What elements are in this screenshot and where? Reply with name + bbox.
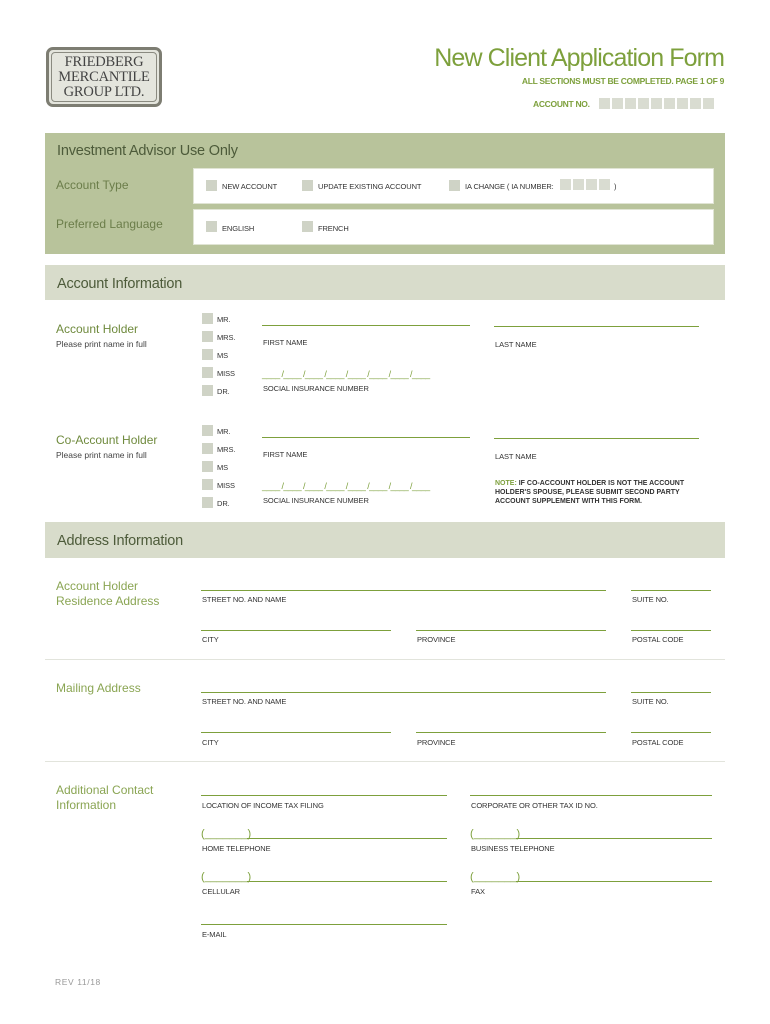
co-first-name-label: FIRST NAME [263, 450, 308, 459]
business-tel-label: BUSINESS TELEPHONE [471, 844, 555, 853]
contact-label-2: Information [56, 798, 117, 812]
dr-checkbox[interactable] [202, 385, 213, 396]
account-type-label: Account Type [56, 178, 129, 192]
home-area-code[interactable]: (_______) [201, 828, 252, 840]
english-checkbox[interactable] [206, 221, 217, 232]
co-first-name-input[interactable] [262, 437, 470, 438]
ia-change-label: IA CHANGE ( IA NUMBER: [465, 182, 554, 191]
email-input[interactable] [201, 924, 447, 925]
co-sin-label: SOCIAL INSURANCE NUMBER [263, 496, 369, 505]
note-prefix: NOTE: [495, 480, 517, 487]
ia-number-close: ) [614, 182, 617, 191]
co-salutation-mrs: MRS. [217, 445, 236, 454]
divider [45, 659, 725, 660]
cellular-label: CELLULAR [202, 887, 240, 896]
account-holder-hint: Please print name in full [56, 339, 147, 349]
co-miss-checkbox[interactable] [202, 479, 213, 490]
mailing-suite-input[interactable] [631, 692, 711, 693]
first-name-label: FIRST NAME [263, 338, 308, 347]
residence-province-label: PROVINCE [417, 635, 456, 644]
salutation-mr: MR. [217, 315, 231, 324]
co-mrs-checkbox[interactable] [202, 443, 213, 454]
residence-city-input[interactable] [201, 630, 391, 631]
account-no-boxes[interactable] [599, 98, 714, 109]
mailing-postal-input[interactable] [631, 732, 711, 733]
french-label: FRENCH [318, 224, 349, 233]
co-ms-checkbox[interactable] [202, 461, 213, 472]
fax-input[interactable] [516, 881, 712, 882]
mailing-postal-label: POSTAL CODE [632, 738, 684, 747]
language-box [193, 209, 714, 245]
co-last-name-label: LAST NAME [495, 452, 537, 461]
fax-area-code[interactable]: (_______) [470, 871, 521, 883]
last-name-input[interactable] [494, 326, 699, 327]
corp-tax-label: CORPORATE OR OTHER TAX ID NO. [471, 801, 598, 810]
co-holder-note [495, 479, 700, 506]
new-account-checkbox[interactable] [206, 180, 217, 191]
logo-line-1: FRIEDBERG [64, 53, 144, 70]
logo-line-2: MERCANTILE [58, 68, 150, 85]
co-mr-checkbox[interactable] [202, 425, 213, 436]
cell-area-code[interactable]: (_______) [201, 871, 252, 883]
co-salutation-dr: DR. [217, 499, 230, 508]
cellular-input[interactable] [247, 881, 447, 882]
mrs-checkbox[interactable] [202, 331, 213, 342]
residence-suite-label: SUITE NO. [632, 595, 669, 604]
residence-postal-label: POSTAL CODE [632, 635, 684, 644]
divider [45, 761, 725, 762]
co-salutation-ms: MS [217, 463, 229, 472]
first-name-input[interactable] [262, 325, 470, 326]
residence-street-label: STREET NO. AND NAME [202, 595, 287, 604]
corp-tax-input[interactable] [470, 795, 712, 796]
email-label: E-MAIL [202, 930, 227, 939]
co-last-name-input[interactable] [494, 438, 699, 439]
tax-location-label: LOCATION OF INCOME TAX FILING [202, 801, 324, 810]
salutation-ms: MS [217, 351, 229, 360]
mailing-label: Mailing Address [56, 681, 141, 695]
mailing-province-label: PROVINCE [417, 738, 456, 747]
residence-suite-input[interactable] [631, 590, 711, 591]
residence-postal-input[interactable] [631, 630, 711, 631]
co-holder-label: Co-Account Holder [56, 433, 158, 447]
salutation-mrs: MRS. [217, 333, 236, 342]
ia-number-boxes[interactable] [560, 179, 610, 190]
note-text: IF CO-ACCOUNT HOLDER IS NOT THE ACCOUNT HOLDER'S SPOUSE, PLEASE SUBMIT SECOND PARTY ACCOUNT SUPPLEMENT WITH THIS FORM. [495, 480, 685, 505]
contact-label-1: Additional Contact [56, 783, 154, 797]
residence-street-input[interactable] [201, 590, 606, 591]
revision-label: REV 11/18 [55, 977, 101, 987]
address-info-title: Address Information [57, 533, 183, 549]
ia-change-checkbox[interactable] [449, 180, 460, 191]
salutation-dr: DR. [217, 387, 230, 396]
residence-label-2: Residence Address [56, 594, 160, 608]
account-info-title: Account Information [57, 276, 183, 292]
last-name-label: LAST NAME [495, 340, 537, 349]
mailing-city-label: CITY [202, 738, 219, 747]
co-salutation-miss: MISS [217, 481, 235, 490]
french-checkbox[interactable] [302, 221, 313, 232]
form-title: New Client Application Form [434, 44, 724, 72]
account-holder-label: Account Holder [56, 322, 139, 336]
logo-line-3: GROUP LTD. [63, 83, 145, 100]
fax-label: FAX [471, 887, 485, 896]
mailing-street-label: STREET NO. AND NAME [202, 697, 287, 706]
co-sin-input[interactable]: ____ /____ /____ /____ /____ /____ /____ /____ [262, 481, 430, 491]
salutation-miss: MISS [217, 369, 235, 378]
new-account-label: NEW ACCOUNT [222, 182, 278, 191]
business-area-code[interactable]: (_______) [470, 828, 521, 840]
co-holder-hint: Please print name in full [56, 450, 147, 460]
ms-checkbox[interactable] [202, 349, 213, 360]
update-account-label: UPDATE EXISTING ACCOUNT [318, 182, 422, 191]
business-phone-input[interactable] [516, 838, 712, 839]
mailing-city-input[interactable] [201, 732, 391, 733]
co-dr-checkbox[interactable] [202, 497, 213, 508]
company-logo [46, 47, 162, 107]
residence-province-input[interactable] [416, 630, 606, 631]
residence-label-1: Account Holder [56, 579, 139, 593]
sin-label: SOCIAL INSURANCE NUMBER [263, 384, 369, 393]
sin-input[interactable]: ____ /____ /____ /____ /____ /____ /____ /____ [262, 369, 430, 379]
preferred-language-label: Preferred Language [56, 217, 163, 231]
account-no-label: ACCOUNT NO. [533, 99, 590, 109]
mailing-province-input[interactable] [416, 732, 606, 733]
home-phone-input[interactable] [247, 838, 447, 839]
mailing-suite-label: SUITE NO. [632, 697, 669, 706]
mr-checkbox[interactable] [202, 313, 213, 324]
tax-location-input[interactable] [201, 795, 447, 796]
update-account-checkbox[interactable] [302, 180, 313, 191]
ia-section-title: Investment Advisor Use Only [57, 143, 238, 159]
form-subtitle: ALL SECTIONS MUST BE COMPLETED. PAGE 1 OF 9 [521, 76, 724, 86]
home-tel-label: HOME TELEPHONE [202, 844, 271, 853]
residence-city-label: CITY [202, 635, 219, 644]
co-salutation-mr: MR. [217, 427, 231, 436]
english-label: ENGLISH [222, 224, 255, 233]
miss-checkbox[interactable] [202, 367, 213, 378]
mailing-street-input[interactable] [201, 692, 606, 693]
